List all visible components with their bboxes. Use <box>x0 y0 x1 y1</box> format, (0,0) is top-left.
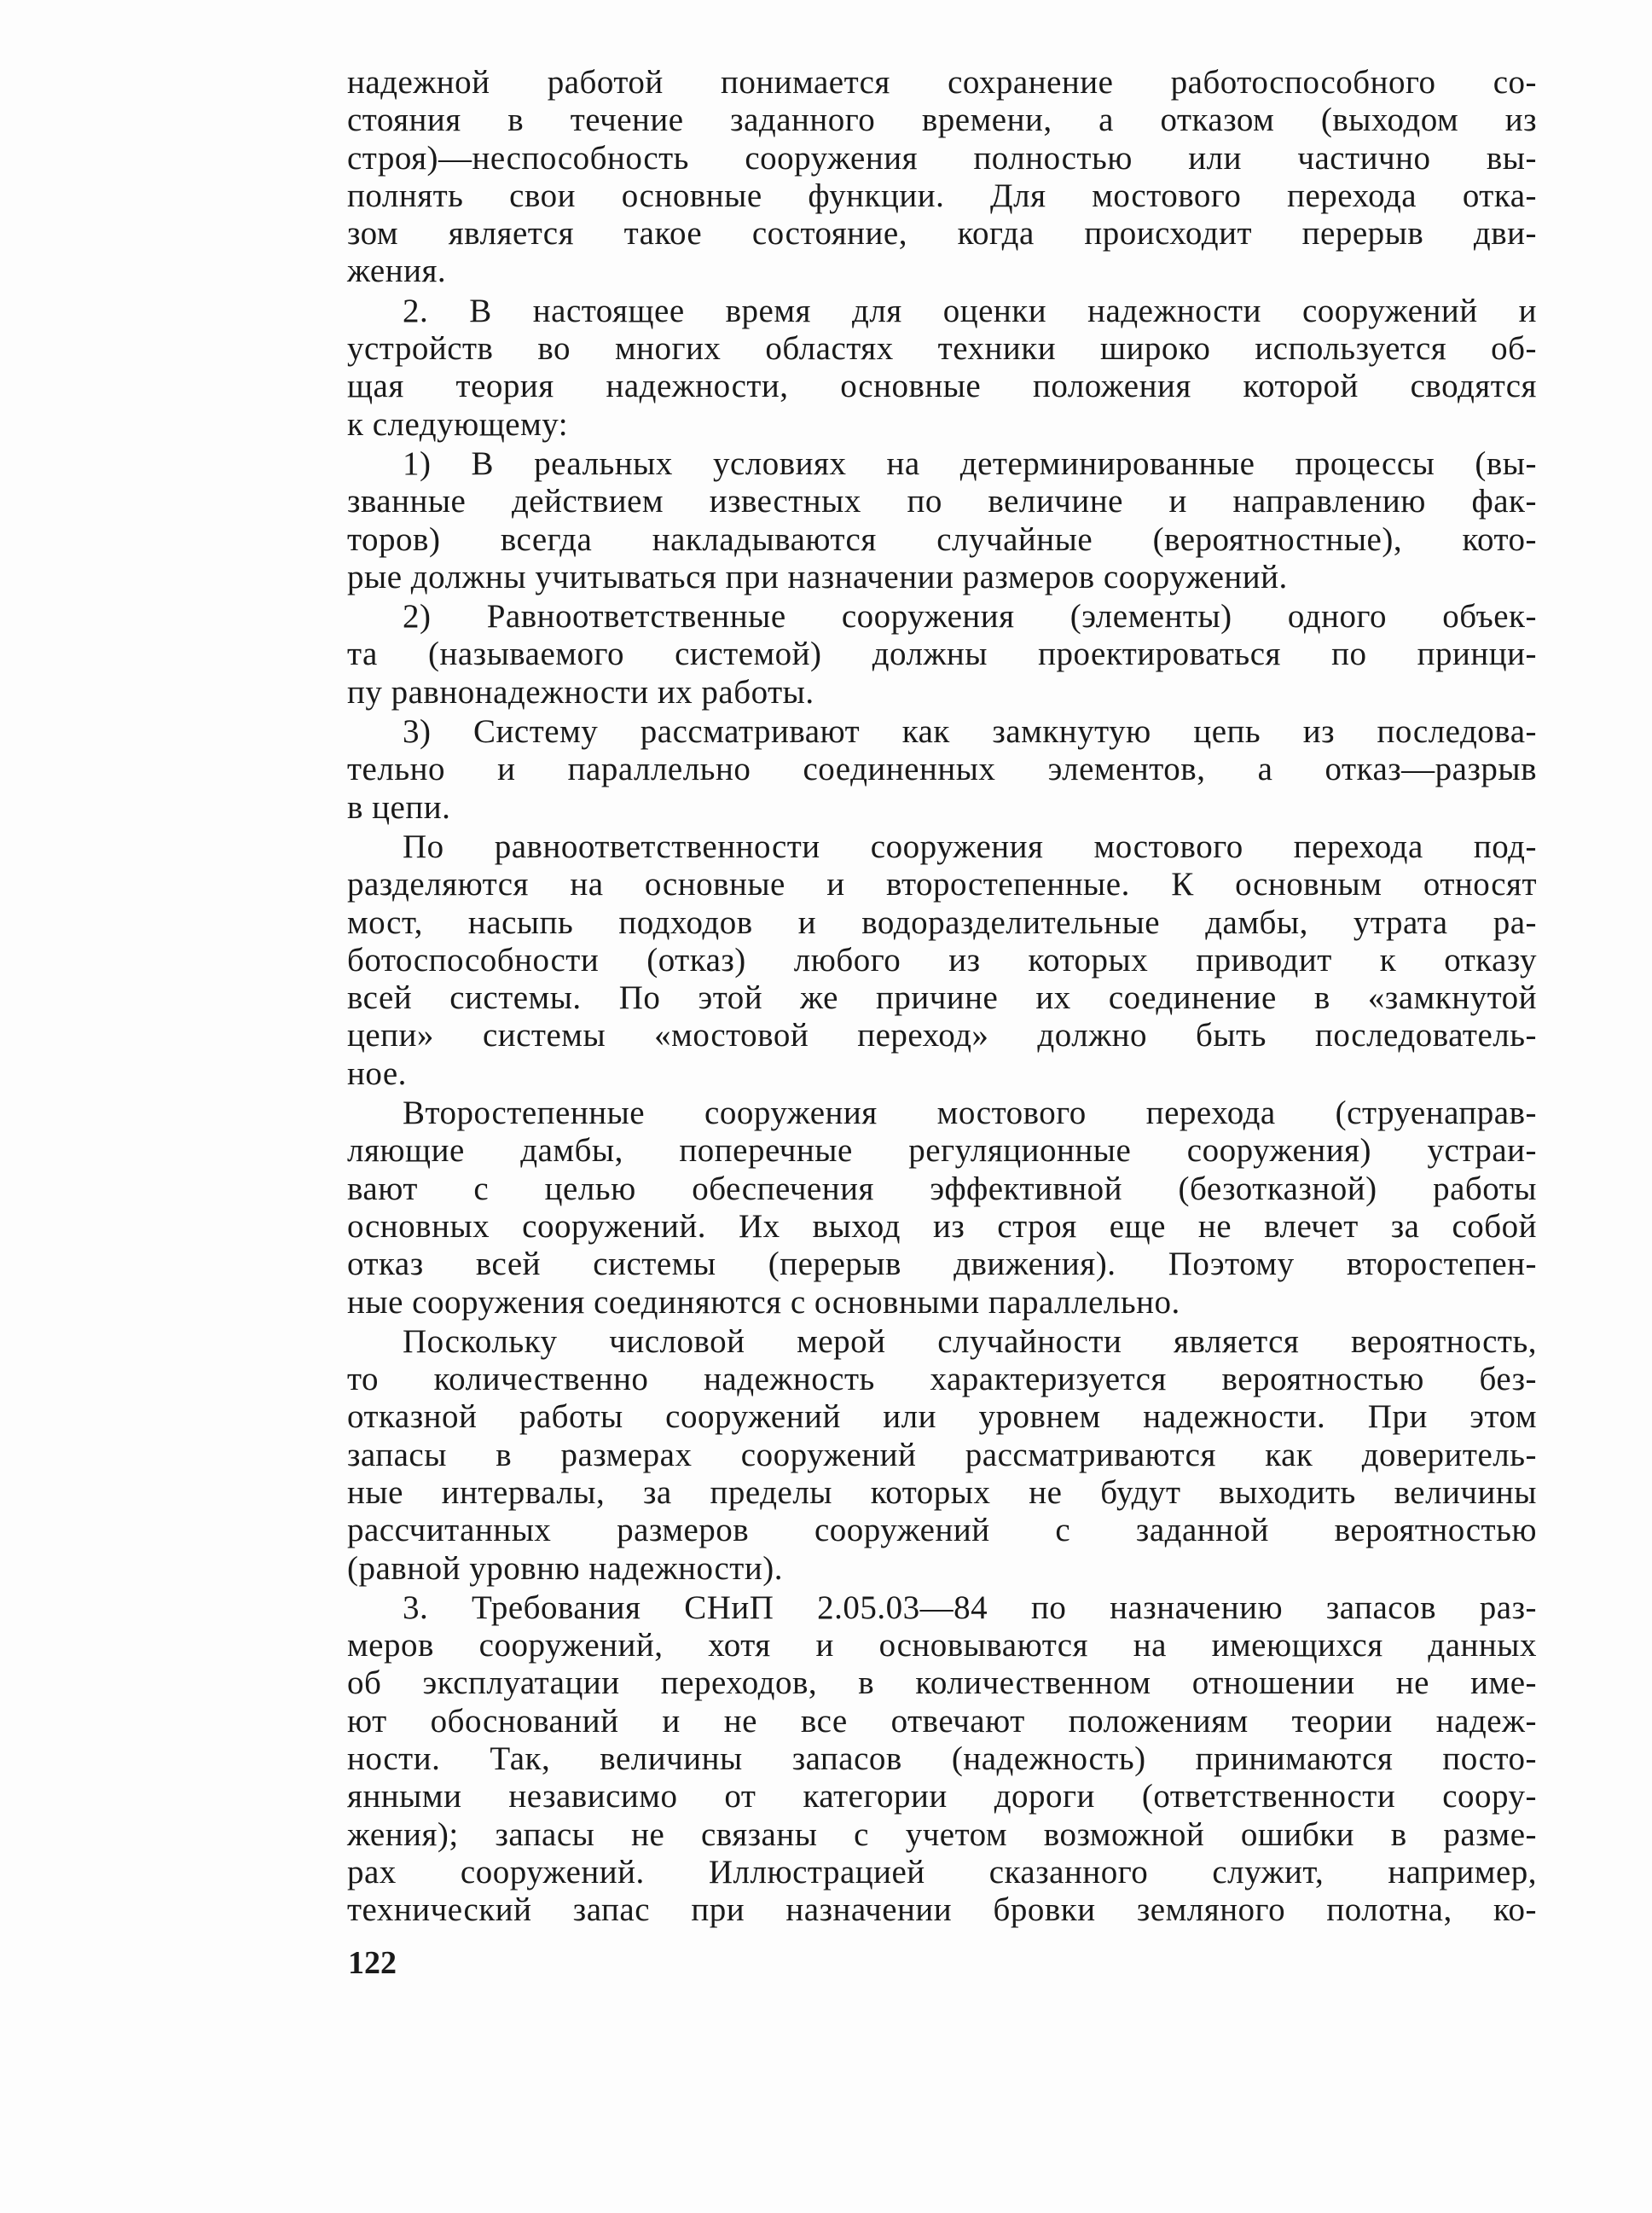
text-line: Второстепенные сооружения мостового перехода (струенаправ- <box>403 1095 1537 1132</box>
paragraph <box>347 1589 1537 1930</box>
text-line: 2) Равноответственные сооружения (элементы) одного объек- <box>403 598 1537 636</box>
text-line: тельно и параллельно соединенных элементов, а отказ—разрыв <box>347 751 1537 788</box>
text-line: ности. Так, величины запасов (надежность) принимаются посто- <box>347 1740 1537 1778</box>
paragraph <box>347 445 1537 596</box>
text-line: рах сооружений. Иллюстрацией сказанного служит, например, <box>347 1853 1537 1891</box>
text-line: об эксплуатации переходов, в количественном отношении не име- <box>347 1664 1537 1702</box>
text-line: По равноответственности сооружения мостового перехода под- <box>403 828 1537 865</box>
text-line: полнять свои основные функции. Для мостового перехода отка- <box>347 177 1537 214</box>
text-line: щая теория надежности, основные положения которой сводятся <box>347 368 1537 405</box>
text-line: запасы в размерах сооружений рассматриваются как доверитель- <box>347 1436 1537 1473</box>
text-line: 3) Систему рассматривают как замкнутую цепь из последова- <box>403 713 1537 751</box>
text-line: та (называемого системой) должны проектироваться по принци- <box>347 636 1537 673</box>
page-number: 122 <box>348 1945 397 1981</box>
text-line: отказ всей системы (перерыв движения). Поэтому второстепен- <box>347 1246 1537 1283</box>
text-line: цепи» системы «мостовой переход» должно быть последователь- <box>347 1017 1537 1054</box>
text-line: торов) всегда накладываются случайные (вероятностные), кото- <box>347 520 1537 558</box>
text-line: мост, насыпь подходов и водоразделительные дамбы, утрата ра- <box>347 903 1537 941</box>
text-line: ные сооружения соединяются с основными параллельно. <box>347 1283 1180 1321</box>
text-line: в цепи. <box>347 788 451 826</box>
text-line: пу равнонадежности их работы. <box>347 673 814 711</box>
text-line: меров сооружений, хотя и основываются на имеющихся данных <box>347 1627 1537 1664</box>
text-line: рассчитанных размеров сооружений с заданной вероятностью <box>347 1512 1537 1549</box>
text-line: 1) В реальных условиях на детерминированные процессы (вы- <box>403 444 1537 482</box>
text-line: званные действием известных по величине и направлению фак- <box>347 483 1537 520</box>
paragraph <box>347 598 1537 712</box>
text-line: рые должны учитываться при назначении размеров сооружений. <box>347 558 1288 595</box>
text-line: (равной уровню надежности). <box>347 1549 783 1587</box>
text-line: ное. <box>347 1054 407 1092</box>
text-line: к следующему: <box>347 405 569 443</box>
paragraph <box>347 64 1537 291</box>
text-line: 3. Требования СНиП 2.05.03—84 по назначению запасов раз- <box>403 1589 1537 1626</box>
text-line: устройств во многих областях техники широко используется об- <box>347 330 1537 368</box>
text-line: ляющие дамбы, поперечные регуляционные сооружения) устраи- <box>347 1132 1537 1170</box>
text-line: то количественно надежность характеризуется вероятностью без- <box>347 1361 1537 1398</box>
text-line: ботоспособности (отказ) любого из которых приводит к отказу <box>347 941 1537 979</box>
text-line: надежной работой понимается сохранение работоспособного со- <box>347 64 1537 101</box>
text-line: строя)—неспособность сооружения полностью или частично вы- <box>347 139 1537 177</box>
text-line: 2. В настоящее время для оценки надежности сооружений и <box>403 292 1537 329</box>
text-line: зом является такое состояние, когда происходит перерыв дви- <box>347 215 1537 253</box>
text-line: ные интервалы, за пределы которых не будут выходить величины <box>347 1473 1537 1511</box>
text-line: разделяются на основные и второстепенные. К основным относят <box>347 866 1537 903</box>
paragraph <box>347 1323 1537 1588</box>
paragraph <box>347 1095 1537 1321</box>
text-line: стояния в течение заданного времени, а отказом (выходом из <box>347 102 1537 139</box>
paragraph <box>347 293 1537 444</box>
text-line: ют обоснований и не все отвечают положениям теории надеж- <box>347 1702 1537 1740</box>
text-line: всей системы. По этой же причине их соединение в «замкнутой <box>347 979 1537 1017</box>
paragraph <box>347 713 1537 827</box>
text-line: жения); запасы не связаны с учетом возможной ошибки в разме- <box>347 1815 1537 1853</box>
text-line: технический запас при назначении бровки земляного полотна, ко- <box>347 1891 1537 1929</box>
text-line: Поскольку числовой мерой случайности является вероятность, <box>403 1322 1537 1360</box>
text-line: отказной работы сооружений или уровнем надежности. При этом <box>347 1398 1537 1436</box>
body-text <box>347 64 1537 1930</box>
text-line: вают с целью обеспечения эффективной (безотказной) работы <box>347 1170 1537 1207</box>
text-line: жения. <box>347 253 447 290</box>
text-line: основных сооружений. Их выход из строя еще не влечет за собой <box>347 1207 1537 1245</box>
paragraph <box>347 828 1537 1093</box>
text-line: янными независимо от категории дороги (ответственности соору- <box>347 1778 1537 1815</box>
